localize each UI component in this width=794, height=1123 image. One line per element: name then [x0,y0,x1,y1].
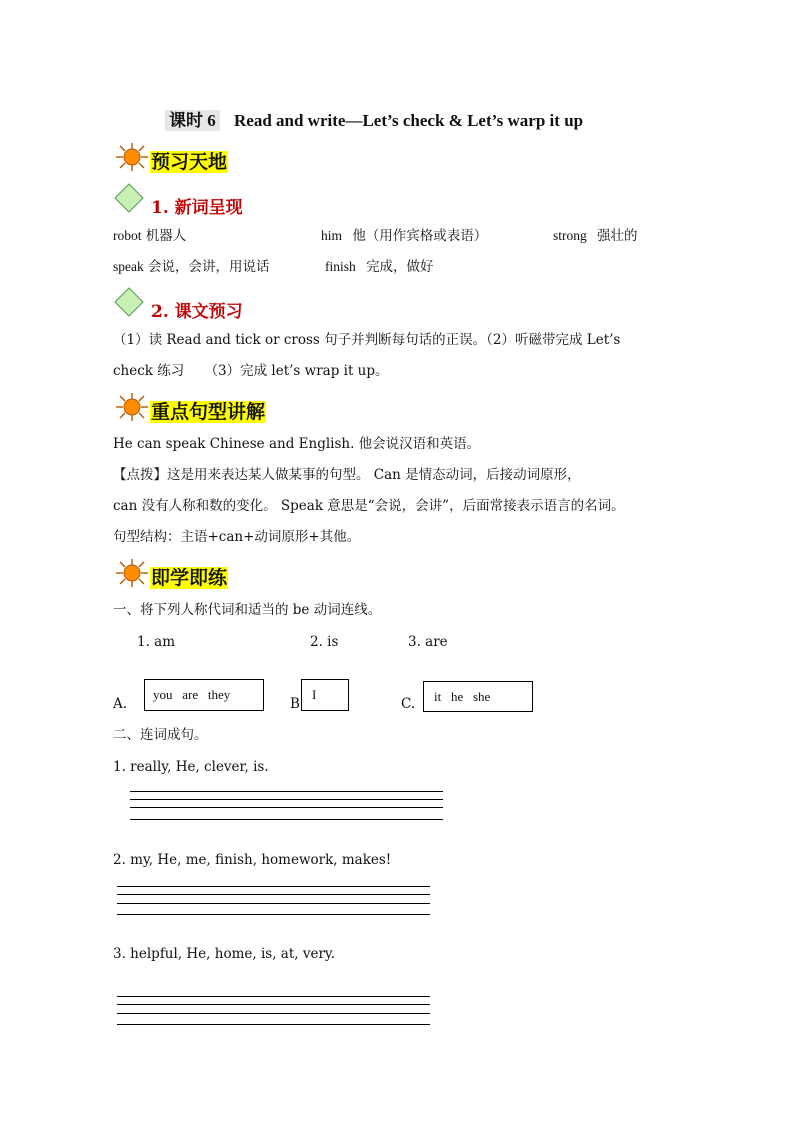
word-en: speak [113,259,144,274]
answer-line [117,1013,430,1014]
diamond-icon [114,287,144,317]
answer-line [117,1004,430,1005]
page-title [165,106,583,131]
word-row-1b [321,220,487,252]
structure-line: 句型结构：主语+can+动词原形+其他。 [113,529,361,545]
section-heading-key-sentence: 重点句型讲解 [151,401,266,423]
word-en: him [321,228,343,243]
subheading-new-words: 1. 新词呈现 [151,198,243,218]
word-cn: 完成，做好 [366,259,434,275]
word-row-2b [325,251,434,283]
option-text: you are they [153,687,231,702]
lesson-tag: 课时 6 [165,110,220,131]
sun-icon [114,558,150,588]
tip-line-2: can 没有人称和数的变化。 Speak 意思是“会说，会讲”，后面常接表示语言的名词。 [113,498,625,514]
verb-item: 1. am [137,634,176,650]
sun-icon [114,392,150,422]
tip-line-1: 【点拨】这是用来表达某人做某事的句型。 Can 是情态动词，后接动词原形， [113,467,581,483]
section-heading-preview: 预习天地 [151,151,228,173]
option-text: I [312,687,317,702]
option-label: B [290,696,300,712]
diamond-icon [114,183,144,213]
answer-line [130,807,443,808]
answer-line [117,996,430,997]
word-cn: 他（用作宾格或表语） [352,228,488,244]
word-row-1 [113,220,186,252]
answer-line [117,903,430,904]
text-preview-line-2: check 练习 （3）完成 let’s wrap it up。 [113,363,389,379]
option-box-c [423,681,533,712]
q1-instruction: 一、将下列人称代词和适当的 be 动词连线。 [113,602,382,618]
answer-line [117,1024,430,1025]
answer-line [117,886,430,887]
word-cn: 机器人 [145,228,187,244]
word-en: robot [113,228,142,243]
option-box-a [144,679,264,711]
q2-item-3: 3. helpful, He, home, is, at, very. [113,946,336,962]
section-heading-practice: 即学即练 [151,567,228,589]
word-row-1c [553,220,638,252]
text-preview-line-1: （1）读 Read and tick or cross 句子并判断每句话的正误。（2）听磁带完成 Let’s [113,332,621,348]
example-sentence: He can speak Chinese and English. 他会说汉语和英语。 [113,436,481,452]
q2-instruction: 二、连词成句。 [113,727,208,743]
answer-line [130,791,443,792]
answer-line [117,894,430,895]
option-box-b [301,679,349,711]
answer-line [117,914,430,915]
verb-item: 3. are [408,634,448,650]
lesson-title: Read and write—Let’s check & Let’s warp it up [234,111,584,130]
sun-icon [114,142,150,172]
answer-line [130,799,443,800]
word-en: finish [325,259,356,274]
word-en: strong [553,228,587,243]
word-cn: 会说，会讲，用说话 [148,259,270,275]
answer-line [130,819,443,820]
q2-item-1: 1. really, He, clever, is. [113,759,269,775]
option-label: A. [113,696,128,712]
option-text: it he she [434,689,491,704]
verb-item: 2. is [310,634,339,650]
option-label: C. [401,696,416,712]
word-row-2 [113,251,270,283]
word-cn: 强壮的 [597,228,638,244]
subheading-text-preview: 2. 课文预习 [151,302,243,322]
q2-item-2: 2. my, He, me, finish, homework, makes! [113,852,392,868]
